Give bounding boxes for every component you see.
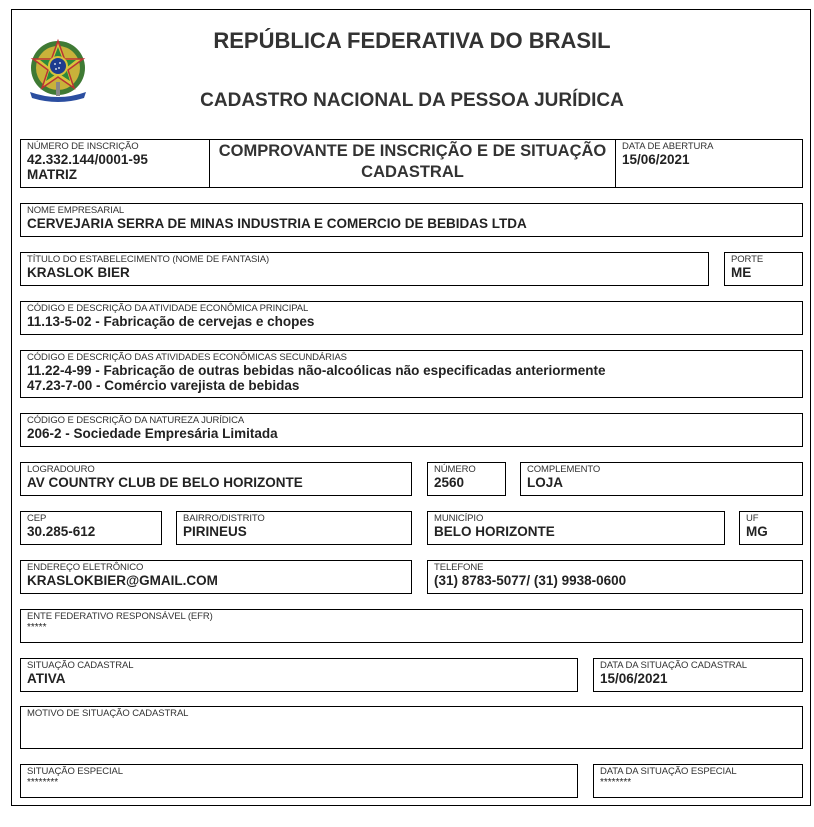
cep-label: CEP <box>27 513 47 524</box>
data-abertura-box <box>615 139 803 188</box>
data-situacao-especial-value: ******** <box>600 777 632 788</box>
comprovante-title-line2: CADASTRAL <box>361 163 464 181</box>
situacao-cadastral-box <box>20 658 578 692</box>
numero-value: 2560 <box>434 475 465 490</box>
logradouro-box <box>20 462 412 496</box>
atividade-secundaria-item: 47.23-7-00 - Comércio varejista de bebidas <box>27 378 300 393</box>
uf-box <box>739 511 803 545</box>
nome-fantasia-label: TÍTULO DO ESTABELECIMENTO (NOME DE FANTASIA) <box>27 254 270 265</box>
email-label: ENDEREÇO ELETRÔNICO <box>27 562 144 573</box>
numero-box <box>427 462 506 496</box>
email-box <box>20 560 412 594</box>
motivo-situacao-label: MOTIVO DE SITUAÇÃO CADASTRAL <box>27 708 189 719</box>
tipo-estabelecimento: MATRIZ <box>27 167 77 182</box>
nome-fantasia-box <box>20 252 709 286</box>
complemento-box <box>520 462 803 496</box>
situacao-especial-box <box>20 764 578 798</box>
municipio-value: BELO HORIZONTE <box>434 524 555 539</box>
complemento-value: LOJA <box>527 475 564 490</box>
atividades-secundarias-box <box>20 350 803 398</box>
natureza-juridica-box <box>20 413 803 447</box>
data-situacao-especial-label: DATA DA SITUAÇÃO ESPECIAL <box>600 766 737 777</box>
bairro-value: PIRINEUS <box>183 524 247 539</box>
data-abertura-label: DATA DE ABERTURA <box>622 141 714 152</box>
data-situacao-cadastral-label: DATA DA SITUAÇÃO CADASTRAL <box>600 660 747 671</box>
uf-label: UF <box>746 513 759 524</box>
nome-empresarial-box <box>20 203 803 237</box>
data-situacao-cadastral-value: 15/06/2021 <box>600 671 668 686</box>
numero-inscricao-label: NÚMERO DE INSCRIÇÃO <box>27 141 139 152</box>
atividade-principal-box <box>20 301 803 335</box>
motivo-situacao-box <box>20 706 803 749</box>
municipio-label: MUNICÍPIO <box>434 513 484 524</box>
bairro-box <box>176 511 412 545</box>
bairro-label: BAIRRO/DISTRITO <box>183 513 265 524</box>
efr-value: ***** <box>27 622 47 633</box>
nome-fantasia-value: KRASLOK BIER <box>27 265 130 280</box>
situacao-cadastral-value: ATIVA <box>27 671 66 686</box>
telefone-value: (31) 8783-5077/ (31) 9938-0600 <box>434 573 627 588</box>
cnpj-value: 42.332.144/0001-95 <box>27 152 148 167</box>
logradouro-value: AV COUNTRY CLUB DE BELO HORIZONTE <box>27 475 303 490</box>
numero-inscricao-box <box>20 139 210 188</box>
telefone-label: TELEFONE <box>434 562 484 573</box>
porte-value: ME <box>731 265 752 280</box>
atividade-principal-label: CÓDIGO E DESCRIÇÃO DA ATIVIDADE ECONÔMICA PRINCIPAL <box>27 303 309 314</box>
situacao-especial-value: ******** <box>27 777 59 788</box>
efr-label: ENTE FEDERATIVO RESPONSÁVEL (EFR) <box>27 611 213 622</box>
telefone-box <box>427 560 803 594</box>
porte-label: PORTE <box>731 254 764 265</box>
cep-value: 30.285-612 <box>27 524 96 539</box>
page-title: REPÚBLICA FEDERATIVA DO BRASIL <box>213 28 611 53</box>
municipio-box <box>427 511 725 545</box>
atividade-principal-value: 11.13-5-02 - Fabricação de cervejas e chopes <box>27 314 315 329</box>
email-value: KRASLOKBIER@GMAIL.COM <box>27 573 218 588</box>
cep-box <box>20 511 162 545</box>
natureza-juridica-label: CÓDIGO E DESCRIÇÃO DA NATUREZA JURÍDICA <box>27 415 245 426</box>
porte-box <box>724 252 803 286</box>
data-abertura-value: 15/06/2021 <box>622 152 690 167</box>
atividade-secundaria-item: 11.22-4-99 - Fabricação de outras bebidas não-alcoólicas não especificadas anteriormente <box>27 363 606 378</box>
uf-value: MG <box>746 524 768 539</box>
nome-empresarial-value: CERVEJARIA SERRA DE MINAS INDUSTRIA E COMERCIO DE BEBIDAS LTDA <box>27 216 527 231</box>
comprovante-title-box <box>209 139 616 188</box>
atividades-secundarias-label: CÓDIGO E DESCRIÇÃO DAS ATIVIDADES ECONÔMICAS SECUNDÁRIAS <box>27 352 347 363</box>
data-situacao-especial-box <box>593 764 803 798</box>
efr-box <box>20 609 803 643</box>
situacao-cadastral-label: SITUAÇÃO CADASTRAL <box>27 660 134 671</box>
complemento-label: COMPLEMENTO <box>527 464 601 475</box>
page-subtitle: CADASTRO NACIONAL DA PESSOA JURÍDICA <box>200 90 624 111</box>
comprovante-title-line1: COMPROVANTE DE INSCRIÇÃO E DE SITUAÇÃO <box>218 142 607 160</box>
logradouro-label: LOGRADOURO <box>27 464 95 475</box>
nome-empresarial-label: NOME EMPRESARIAL <box>27 205 125 216</box>
situacao-especial-label: SITUAÇÃO ESPECIAL <box>27 766 123 777</box>
natureza-juridica-value: 206-2 - Sociedade Empresária Limitada <box>27 426 278 441</box>
numero-label: NÚMERO <box>434 464 476 475</box>
data-situacao-cadastral-box <box>593 658 803 692</box>
